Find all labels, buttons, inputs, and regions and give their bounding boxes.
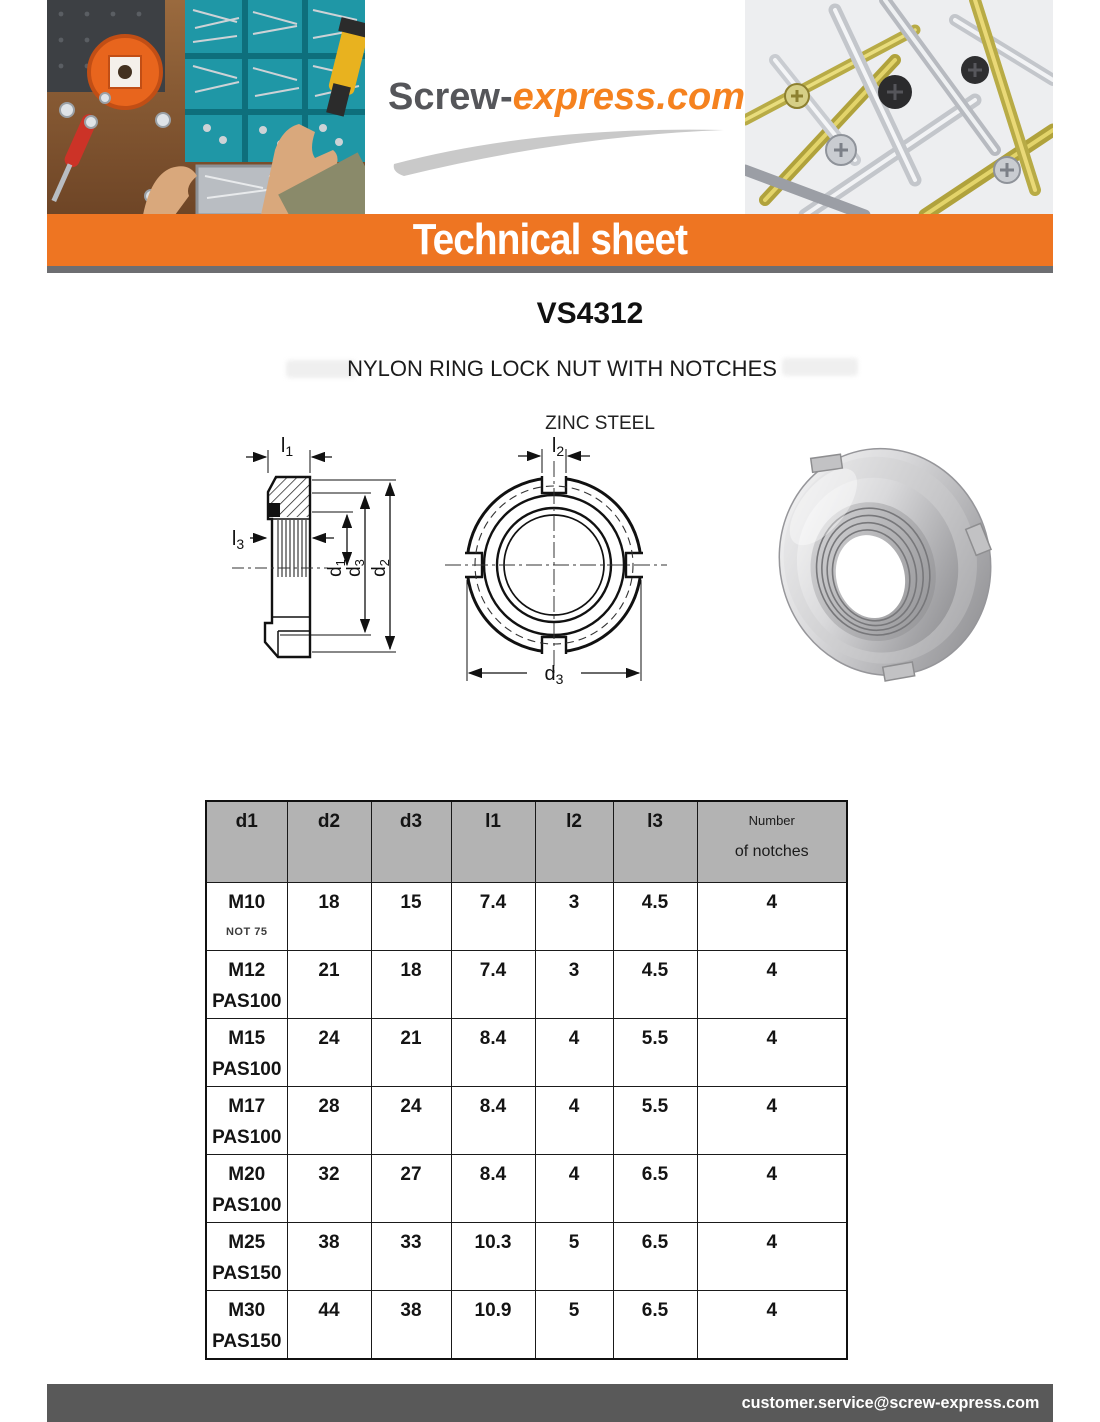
cell-l3: 6.5: [613, 1223, 697, 1291]
cell-notches: 4: [697, 1291, 847, 1360]
cell-d2: 38: [287, 1223, 371, 1291]
cell-l2: 3: [535, 883, 613, 951]
cell-l2: 5: [535, 1291, 613, 1360]
cell-size: M15 PAS100: [206, 1019, 287, 1087]
table-header-row: [206, 801, 847, 883]
cell-l2: 4: [535, 1087, 613, 1155]
cell-l1: 8.4: [451, 1155, 535, 1223]
table-row: [206, 883, 847, 951]
table-row: [206, 1291, 847, 1360]
banner-title: Technical sheet: [412, 215, 688, 264]
cell-size: M25 PAS150: [206, 1223, 287, 1291]
side-view-drawing: [232, 450, 396, 657]
cell-l2: 4: [535, 1019, 613, 1087]
col-header-d2: d2: [287, 801, 371, 883]
cell-notches: 4: [697, 951, 847, 1019]
table-row: [206, 1223, 847, 1291]
cell-size: M30 PAS150: [206, 1291, 287, 1360]
cell-size: M12 PAS100: [206, 951, 287, 1019]
table-row: [206, 1155, 847, 1223]
col-header-l3: l3: [613, 801, 697, 883]
cell-size: M20 PAS100: [206, 1155, 287, 1223]
screws-photo: [745, 0, 1053, 215]
col-header-notches: Number of notches: [697, 801, 847, 883]
cell-notches: 4: [697, 883, 847, 951]
col-header-l2: l2: [535, 801, 613, 883]
lock-nut-photo: [745, 432, 1050, 690]
cell-l1: 8.4: [451, 1019, 535, 1087]
product-title: NYLON RING LOCK NUT WITH NOTCHES: [347, 356, 777, 381]
dim-label-d1: $d_1$: [325, 559, 348, 577]
cell-l1: 10.3: [451, 1223, 535, 1291]
material-label: ZINC STEEL: [545, 413, 655, 434]
cell-l2: 5: [535, 1223, 613, 1291]
cell-notches: 4: [697, 1019, 847, 1087]
footer-bar: [47, 1384, 1053, 1422]
table-row: [206, 1019, 847, 1087]
cell-d3: 24: [371, 1087, 451, 1155]
cell-l3: 5.5: [613, 1087, 697, 1155]
dim-label-l1: $l_1$: [280, 435, 294, 459]
cell-size: M17 PAS100: [206, 1087, 287, 1155]
table-row: [206, 951, 847, 1019]
cell-l1: 7.4: [451, 883, 535, 951]
cell-d2: 32: [287, 1155, 371, 1223]
cell-d3: 15: [371, 883, 451, 951]
cell-l3: 6.5: [613, 1291, 697, 1360]
cell-l1: 10.9: [451, 1291, 535, 1360]
technical-drawing: [220, 435, 690, 705]
cell-l2: 3: [535, 951, 613, 1019]
banner-underbar: [47, 266, 1053, 273]
dim-label-l2: $l_2$: [551, 435, 565, 459]
product-code: VS4312: [536, 297, 644, 330]
cell-d3: 27: [371, 1155, 451, 1223]
dim-label-d2: $d_2$: [369, 559, 392, 577]
dim-label-d3: $d_3$: [344, 559, 367, 577]
dim-label-l3: $l_3$: [231, 528, 245, 552]
cell-size: M10 NOT 75: [206, 883, 287, 951]
cell-l1: 8.4: [451, 1087, 535, 1155]
cell-d2: 21: [287, 951, 371, 1019]
cell-notches: 4: [697, 1087, 847, 1155]
cell-l2: 4: [535, 1155, 613, 1223]
logo-text-orange: express.com: [512, 76, 745, 118]
logo-text-gray: Screw-: [388, 76, 513, 118]
footer-email: customer.service@screw-express.com: [741, 1393, 1039, 1412]
cell-d2: 28: [287, 1087, 371, 1155]
cell-notches: 4: [697, 1155, 847, 1223]
col-header-d3: d3: [371, 801, 451, 883]
cell-l3: 5.5: [613, 1019, 697, 1087]
dim-label-d3-front: $d_3$: [544, 663, 564, 687]
table-row: [206, 1087, 847, 1155]
cell-d3: 33: [371, 1223, 451, 1291]
cell-l1: 7.4: [451, 951, 535, 1019]
cell-d2: 18: [287, 883, 371, 951]
cell-d3: 18: [371, 951, 451, 1019]
cell-d2: 44: [287, 1291, 371, 1360]
col-header-l1: l1: [451, 801, 535, 883]
cell-l3: 4.5: [613, 951, 697, 1019]
front-view-drawing: [445, 449, 667, 681]
cell-notches: 4: [697, 1223, 847, 1291]
cell-d3: 21: [371, 1019, 451, 1087]
workbench-photo: [47, 0, 365, 215]
cell-l3: 4.5: [613, 883, 697, 951]
cell-d3: 38: [371, 1291, 451, 1360]
banner: [47, 214, 1053, 266]
cell-d2: 24: [287, 1019, 371, 1087]
cell-l3: 6.5: [613, 1155, 697, 1223]
col-header-d1: d1: [206, 801, 287, 883]
logo-swoosh: [388, 118, 733, 178]
dimensions-table: [205, 800, 848, 1360]
